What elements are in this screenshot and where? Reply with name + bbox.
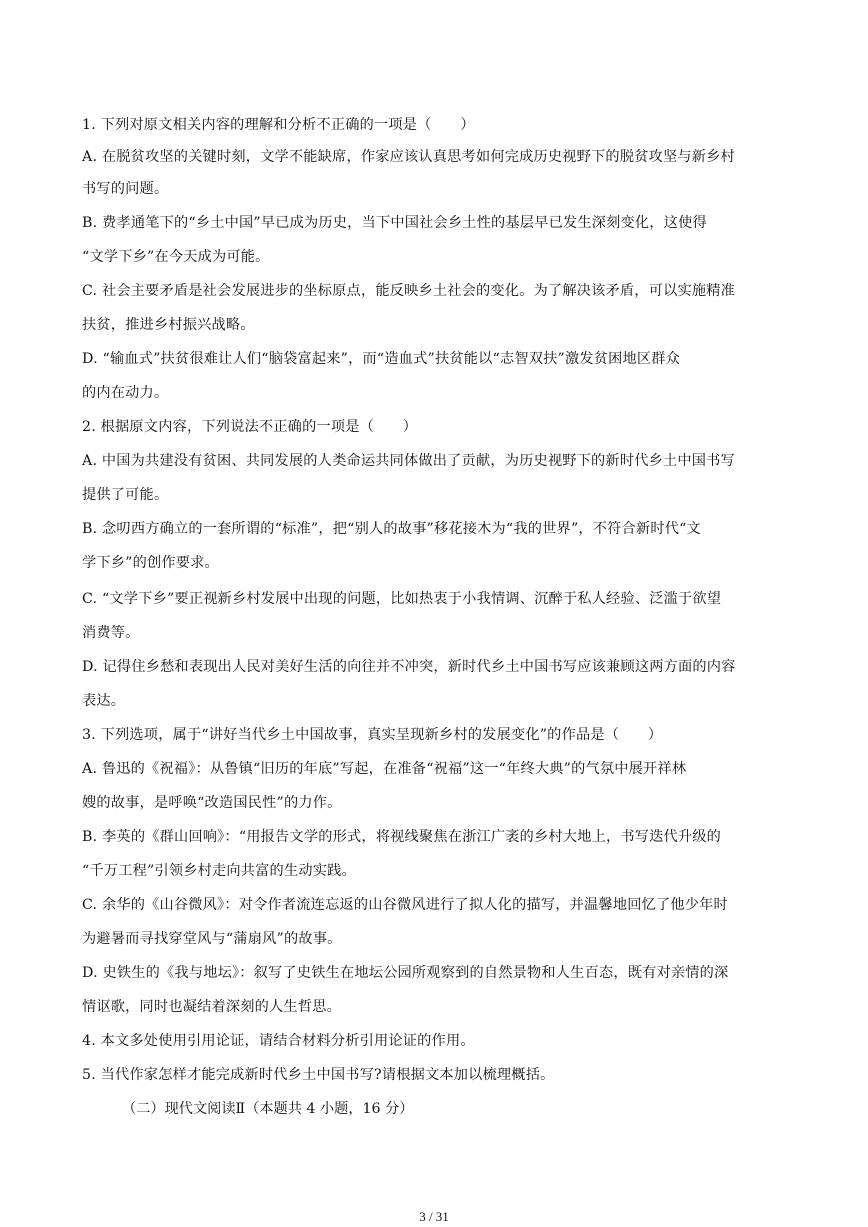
q3-option-a-cont: 嫂的故事，是呼唤“改造国民性”的力作。	[82, 795, 342, 811]
q2-option-a: A. 中国为共建没有贫困、共同发展的人类命运共同体做出了贡献，为历史视野下的新时代乡土中国书写	[82, 453, 735, 469]
q2-option-c: C. “文学下乡”要正视新乡村发展中出现的问题，比如热衷于小我情调、沉醉于私人经验、泛滥于欲望	[82, 591, 722, 607]
q2-option-d: D. 记得住乡愁和表现出人民对美好生活的向往并不冲突，新时代乡土中国书写应该兼顾这两方面的内容	[82, 659, 736, 675]
q2-option-b-cont: 学下乡”的创作要求。	[82, 555, 219, 571]
q2-option-a-cont: 提供了可能。	[82, 487, 169, 503]
q3-option-d: D. 史铁生的《我与地坛》：叙写了史铁生在地坛公园所观察到的自然景物和人生百态，既有对亲情的深	[82, 965, 729, 981]
q2-option-d-cont: 表达。	[82, 693, 126, 709]
q1-option-c: C. 社会主要矛盾是社会发展进步的坐标原点，能反映乡土社会的变化。为了解决该矛盾，可以实施精准	[82, 283, 736, 299]
q3-option-b: B. 李英的《群山回响》：“用报告文学的形式，将视线聚焦在浙江广袤的乡村大地上，书写迭代升级的	[82, 829, 722, 845]
q1-option-a: A. 在脱贫攻坚的关键时刻，文学不能缺席，作家应该认真思考如何完成历史视野下的脱贫攻坚与新乡村	[82, 149, 735, 165]
section-heading: （二）现代文阅读Ⅱ（本题共 4 小题，16 分）	[122, 1101, 414, 1117]
q3-option-d-cont: 情讴歌，同时也凝结着深刻的人生哲思。	[82, 999, 341, 1015]
q2-option-c-cont: 消费等。	[82, 625, 140, 641]
q5-stem: 5. 当代作家怎样才能完成新时代乡土中国书写?请根据文本加以梳理概括。	[82, 1067, 555, 1083]
q1-option-b: B. 费孝通笔下的“乡土中国”早已成为历史，当下中国社会乡土性的基层早已发生深刻变化，这使得	[82, 215, 707, 231]
q3-option-a: A. 鲁迅的《祝福》：从鲁镇“旧历的年底”写起，在准备“祝福”这一“年终大典”的气氛中展开祥林	[82, 761, 687, 777]
page-number: 3 / 31	[419, 1209, 449, 1224]
q1-option-b-cont: “文学下乡”在今天成为可能。	[82, 249, 270, 265]
q2-option-b: B. 念叨西方确立的一套所谓的“标准”，把“别人的故事”移花接木为“我的世界”，不符合新时代“文	[82, 521, 701, 537]
q1-option-a-cont: 书写的问题。	[82, 181, 169, 197]
q3-stem: 3. 下列选项，属于“讲好当代乡土中国故事，真实呈现新乡村的发展变化”的作品是（ ）	[82, 727, 663, 743]
q1-stem: 1. 下列对原文相关内容的理解和分析不正确的一项是（ ）	[82, 117, 475, 133]
q4-stem: 4. 本文多处使用引用论证，请结合材料分析引用论证的作用。	[82, 1033, 475, 1049]
q1-option-c-cont: 扶贫，推进乡村振兴战略。	[82, 317, 255, 333]
q1-option-d-cont: 的内在动力。	[82, 385, 169, 401]
q2-stem: 2. 根据原文内容，下列说法不正确的一项是（ ）	[82, 419, 418, 435]
q3-option-c-cont: 为避暑而寻找穿堂风与“蒲扇风”的故事。	[82, 931, 342, 947]
q3-option-c: C. 余华的《山谷微风》：对令作者流连忘返的山谷微风进行了拟人化的描写，并温馨地回忆了他少年时	[82, 897, 728, 913]
q3-option-b-cont: “千万工程”引领乡村走向共富的生动实践。	[82, 863, 356, 879]
q1-option-d: D. “输血式”扶贫很难让人们“脑袋富起来”，而“造血式”扶贫能以“志智双扶”激发贫困地区群众	[82, 351, 681, 367]
